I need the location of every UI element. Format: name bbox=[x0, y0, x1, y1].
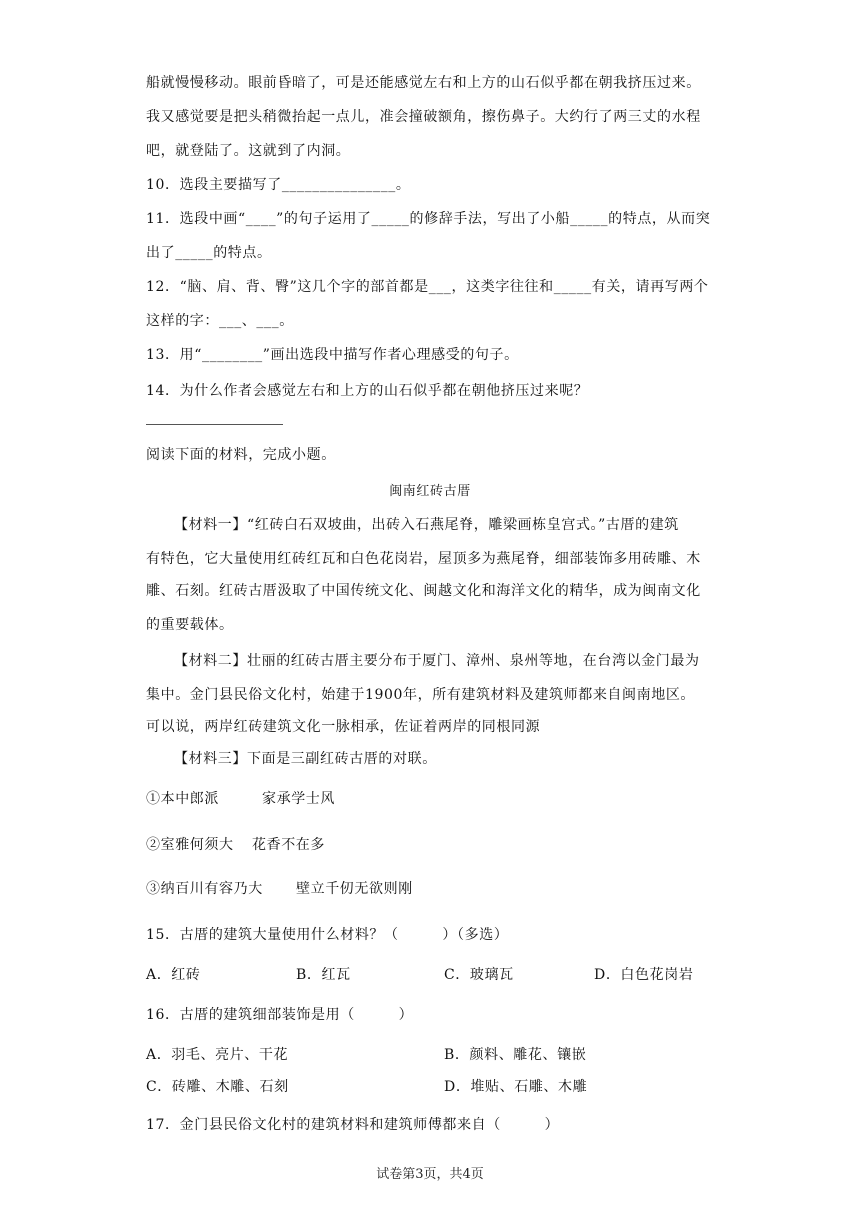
q16-option-a[interactable]: A．羽毛、亮片、干花 bbox=[146, 1047, 289, 1063]
question-11: 11．选段中画“____”的句子运用了_____的修辞手法，写出了小船_____的特点，从而突 bbox=[146, 211, 711, 227]
q15-option-a[interactable]: A．红砖 bbox=[146, 967, 201, 983]
couplet-3-first: ③纳百川有容乃大 bbox=[146, 881, 263, 897]
q15-option-c[interactable]: C．玻璃瓦 bbox=[444, 967, 514, 983]
page-footer: 试卷第3页，共4页 bbox=[376, 1167, 484, 1182]
q16-option-c[interactable]: C．砖雕、木雕、石刻 bbox=[146, 1079, 289, 1095]
couplet-1-first: ①本中郎派 bbox=[146, 791, 219, 807]
material-1-line: 的重要载体。 bbox=[146, 617, 234, 633]
question-15: 15．古厝的建筑大量使用什么材料？（ ）（多选） bbox=[146, 927, 509, 943]
q16-option-d[interactable]: D．堆贴、石雕、木雕 bbox=[444, 1079, 588, 1095]
material-1-line: 【材料一】“红砖白石双坡曲，出砖入石燕尾脊，雕梁画栋皇宫式。”古厝的建筑 bbox=[174, 517, 679, 533]
q16-option-b[interactable]: B．颜料、雕花、镶嵌 bbox=[444, 1047, 587, 1063]
couplet-2-second: 花香不在多 bbox=[252, 837, 325, 853]
material-title: 闽南红砖古厝 bbox=[389, 484, 471, 499]
material-1-line: 有特色，它大量使用红砖红瓦和白色花岗岩，屋顶多为燕尾脊，细部装饰多用砖雕、木 bbox=[146, 551, 701, 567]
q15-option-b[interactable]: B．红瓦 bbox=[296, 967, 351, 983]
question-12-cont: 这样的字：___、___。 bbox=[146, 313, 294, 329]
couplet-3-second: 壁立千仞无欲则刚 bbox=[296, 881, 413, 897]
q15-option-d[interactable]: D．白色花岗岩 bbox=[594, 967, 694, 983]
material-2-line: 【材料二】壮丽的红砖古厝主要分布于厦门、漳州、泉州等地，在台湾以金门最为 bbox=[174, 653, 700, 669]
material-2-line: 集中。金门县民俗文化村，始建于1900年，所有建筑材料及建筑师都来自闽南地区。 bbox=[146, 687, 696, 703]
question-10: 10．选段主要描写了_______________。 bbox=[146, 177, 411, 193]
material-3-line: 【材料三】下面是三副红砖古厝的对联。 bbox=[174, 751, 437, 767]
question-17: 17．金门县民俗文化村的建筑材料和建筑师傅都来自（ ） bbox=[146, 1117, 560, 1133]
question-13: 13．用“________”画出选段中描写作者心理感受的句子。 bbox=[146, 347, 519, 363]
material-1-line: 雕、石刻。红砖古厝汲取了中国传统文化、闽越文化和海洋文化的精华，成为闽南文化 bbox=[146, 583, 701, 599]
question-16: 16．古厝的建筑细部装饰是用（ ） bbox=[146, 1007, 414, 1023]
question-14: 14．为什么作者会感觉左右和上方的山石似乎都在朝他挤压过来呢？ bbox=[146, 383, 589, 399]
material-2-line: 可以说，两岸红砖建筑文化一脉相承，佐证着两岸的同根同源 bbox=[146, 719, 541, 735]
couplet-1-second: 家承学士风 bbox=[262, 791, 335, 807]
question-11-cont: 出了_____的特点。 bbox=[146, 245, 272, 261]
passage-line: 吧，就登陆了。这就到了内洞。 bbox=[146, 143, 351, 159]
passage-line: 船就慢慢移动。眼前昏暗了，可是还能感觉左右和上方的山石似乎都在朝我挤压过来。 bbox=[146, 75, 701, 91]
passage-line: 我又感觉要是把头稍微抬起一点儿，准会撞破额角，擦伤鼻子。大约行了两三丈的水程 bbox=[146, 109, 701, 125]
couplet-2-first: ②室雅何须大 bbox=[146, 837, 234, 853]
answer-line bbox=[146, 424, 283, 425]
reading-intro: 阅读下面的材料，完成小题。 bbox=[146, 447, 336, 463]
question-12: 12．“脑、肩、背、臀”这几个字的部首都是___，这类字往往和_____有关，请再写两个 bbox=[146, 279, 709, 295]
